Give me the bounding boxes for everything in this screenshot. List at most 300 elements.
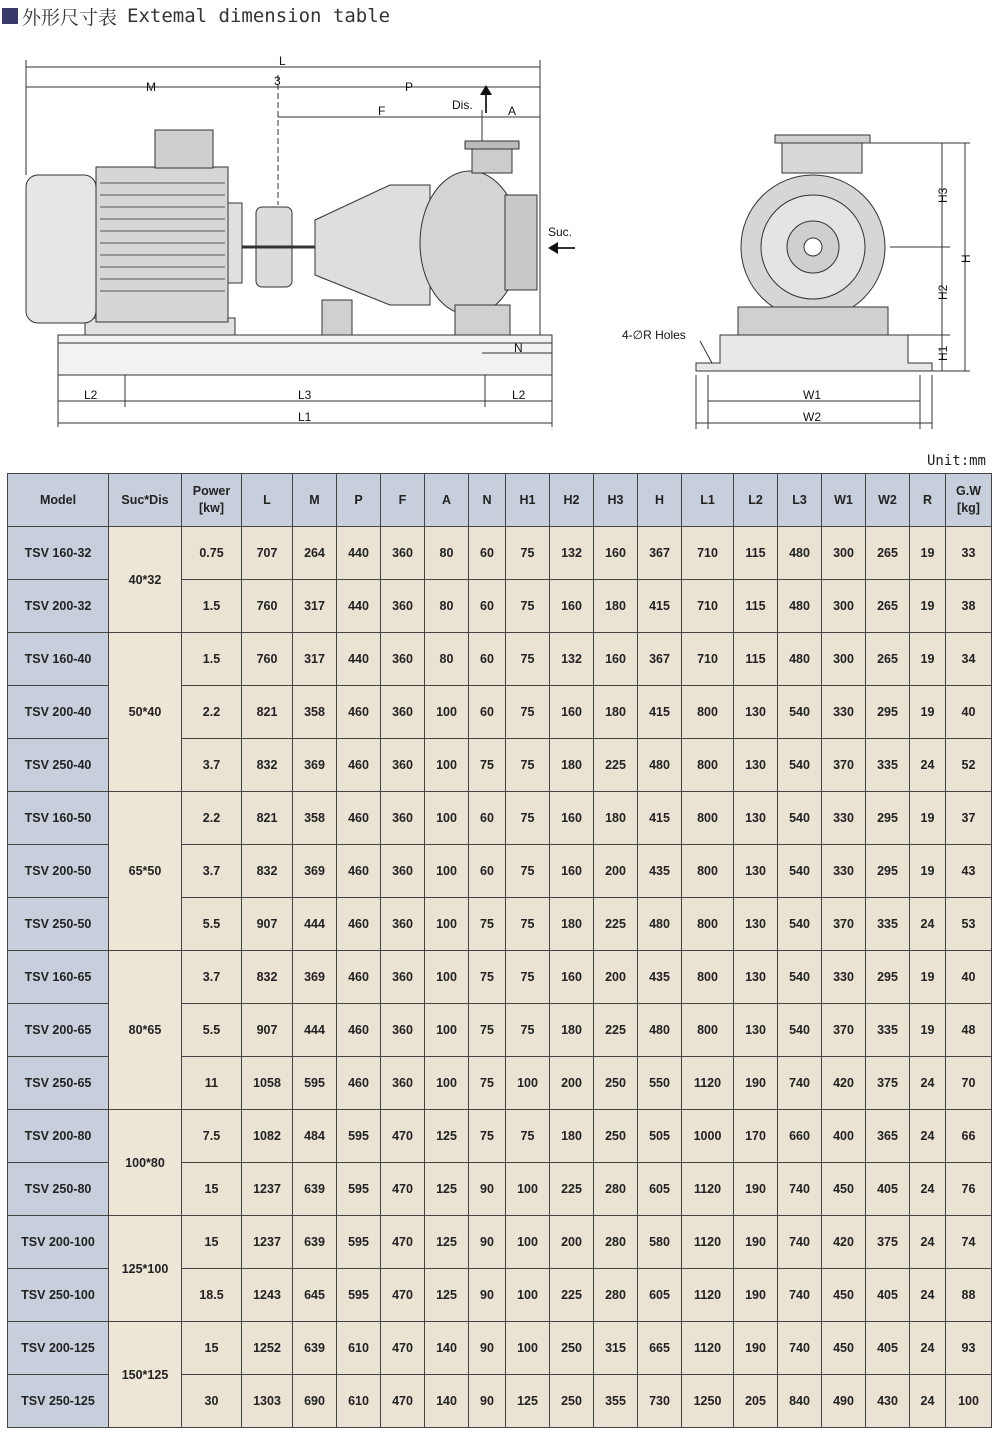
value-cell: 48 bbox=[946, 1004, 992, 1057]
dim-H-label: H bbox=[959, 254, 973, 263]
value-cell: 24 bbox=[910, 1110, 946, 1163]
value-cell: 24 bbox=[910, 1269, 946, 1322]
value-cell: 7.5 bbox=[182, 1110, 242, 1163]
value-cell: 360 bbox=[381, 686, 425, 739]
value-cell: 358 bbox=[293, 686, 337, 739]
value-cell: 335 bbox=[866, 739, 910, 792]
value-cell: 15 bbox=[182, 1322, 242, 1375]
value-cell: 130 bbox=[734, 1004, 778, 1057]
value-cell: 52 bbox=[946, 739, 992, 792]
value-cell: 74 bbox=[946, 1216, 992, 1269]
value-cell: 367 bbox=[638, 527, 682, 580]
value-cell: 160 bbox=[550, 792, 594, 845]
value-cell: 665 bbox=[638, 1322, 682, 1375]
value-cell: 360 bbox=[381, 845, 425, 898]
value-cell: 800 bbox=[682, 951, 734, 1004]
value-cell: 444 bbox=[293, 1004, 337, 1057]
value-cell: 200 bbox=[594, 845, 638, 898]
column-header: Model bbox=[8, 474, 109, 527]
value-cell: 190 bbox=[734, 1322, 778, 1375]
value-cell: 160 bbox=[550, 686, 594, 739]
value-cell: 832 bbox=[242, 845, 293, 898]
value-cell: 100 bbox=[425, 951, 469, 1004]
value-cell: 100 bbox=[425, 739, 469, 792]
title-chinese: 外形尺寸表 bbox=[22, 6, 118, 29]
value-cell: 740 bbox=[778, 1163, 822, 1216]
value-cell: 19 bbox=[910, 845, 946, 898]
value-cell: 645 bbox=[293, 1269, 337, 1322]
value-cell: 484 bbox=[293, 1110, 337, 1163]
model-cell: TSV 160-50 bbox=[8, 792, 109, 845]
value-cell: 280 bbox=[594, 1216, 638, 1269]
value-cell: 800 bbox=[682, 739, 734, 792]
table-row bbox=[8, 792, 992, 845]
value-cell: 821 bbox=[242, 792, 293, 845]
value-cell: 660 bbox=[778, 1110, 822, 1163]
value-cell: 360 bbox=[381, 1057, 425, 1110]
value-cell: 360 bbox=[381, 739, 425, 792]
holes-label: 4-∅R Holes bbox=[622, 328, 686, 342]
value-cell: 160 bbox=[550, 580, 594, 633]
value-cell: 550 bbox=[638, 1057, 682, 1110]
value-cell: 317 bbox=[293, 580, 337, 633]
value-cell: 330 bbox=[822, 845, 866, 898]
column-header: L2 bbox=[734, 474, 778, 527]
value-cell: 605 bbox=[638, 1269, 682, 1322]
model-cell: TSV 250-65 bbox=[8, 1057, 109, 1110]
value-cell: 360 bbox=[381, 792, 425, 845]
value-cell: 115 bbox=[734, 527, 778, 580]
dim-N-label: N bbox=[514, 341, 523, 355]
value-cell: 470 bbox=[381, 1375, 425, 1428]
value-cell: 335 bbox=[866, 1004, 910, 1057]
value-cell: 160 bbox=[550, 845, 594, 898]
value-cell: 800 bbox=[682, 898, 734, 951]
value-cell: 160 bbox=[594, 527, 638, 580]
value-cell: 180 bbox=[594, 686, 638, 739]
value-cell: 595 bbox=[337, 1216, 381, 1269]
dim-H3-label: H3 bbox=[936, 187, 950, 203]
column-header: L1 bbox=[682, 474, 734, 527]
column-header: R bbox=[910, 474, 946, 527]
value-cell: 250 bbox=[550, 1322, 594, 1375]
dim-W2-label: W2 bbox=[803, 410, 821, 424]
dim-P-label: P bbox=[405, 80, 414, 94]
value-cell: 75 bbox=[469, 1004, 506, 1057]
value-cell: 160 bbox=[594, 633, 638, 686]
value-cell: 130 bbox=[734, 845, 778, 898]
column-header: L bbox=[242, 474, 293, 527]
model-cell: TSV 250-125 bbox=[8, 1375, 109, 1428]
model-cell: TSV 200-125 bbox=[8, 1322, 109, 1375]
value-cell: 160 bbox=[550, 951, 594, 1004]
value-cell: 200 bbox=[594, 951, 638, 1004]
value-cell: 75 bbox=[506, 580, 550, 633]
table-row bbox=[8, 1216, 992, 1269]
value-cell: 369 bbox=[293, 951, 337, 1004]
value-cell: 24 bbox=[910, 1163, 946, 1216]
value-cell: 38 bbox=[946, 580, 992, 633]
value-cell: 415 bbox=[638, 580, 682, 633]
model-cell: TSV 160-32 bbox=[8, 527, 109, 580]
value-cell: 540 bbox=[778, 792, 822, 845]
column-header: Power [kw] bbox=[182, 474, 242, 527]
value-cell: 24 bbox=[910, 898, 946, 951]
value-cell: 370 bbox=[822, 1004, 866, 1057]
value-cell: 440 bbox=[337, 580, 381, 633]
value-cell: 330 bbox=[822, 792, 866, 845]
dim-M-label: M bbox=[146, 80, 156, 94]
model-cell: TSV 250-40 bbox=[8, 739, 109, 792]
value-cell: 24 bbox=[910, 1216, 946, 1269]
value-cell: 265 bbox=[866, 580, 910, 633]
page-title bbox=[2, 4, 390, 28]
value-cell: 225 bbox=[550, 1269, 594, 1322]
suc-dis-cell: 80*65 bbox=[109, 951, 182, 1110]
value-cell: 595 bbox=[337, 1269, 381, 1322]
value-cell: 75 bbox=[506, 739, 550, 792]
side-view bbox=[26, 54, 575, 427]
column-header: H bbox=[638, 474, 682, 527]
value-cell: 100 bbox=[425, 686, 469, 739]
value-cell: 330 bbox=[822, 951, 866, 1004]
dim-L1-label: L1 bbox=[298, 410, 312, 424]
value-cell: 375 bbox=[866, 1216, 910, 1269]
value-cell: 505 bbox=[638, 1110, 682, 1163]
dim-H2-label: H2 bbox=[936, 284, 950, 300]
value-cell: 375 bbox=[866, 1057, 910, 1110]
value-cell: 24 bbox=[910, 1375, 946, 1428]
value-cell: 800 bbox=[682, 845, 734, 898]
value-cell: 370 bbox=[822, 898, 866, 951]
value-cell: 60 bbox=[469, 792, 506, 845]
value-cell: 295 bbox=[866, 792, 910, 845]
title-english: Extemal dimension table bbox=[127, 5, 391, 27]
value-cell: 295 bbox=[866, 686, 910, 739]
value-cell: 190 bbox=[734, 1163, 778, 1216]
value-cell: 280 bbox=[594, 1269, 638, 1322]
value-cell: 370 bbox=[822, 739, 866, 792]
value-cell: 180 bbox=[550, 1004, 594, 1057]
model-cell: TSV 200-50 bbox=[8, 845, 109, 898]
value-cell: 100 bbox=[506, 1322, 550, 1375]
value-cell: 470 bbox=[381, 1163, 425, 1216]
dis-label: Dis. bbox=[452, 98, 473, 112]
value-cell: 470 bbox=[381, 1322, 425, 1375]
front-view bbox=[622, 135, 973, 429]
value-cell: 75 bbox=[506, 686, 550, 739]
value-cell: 37 bbox=[946, 792, 992, 845]
value-cell: 1237 bbox=[242, 1163, 293, 1216]
value-cell: 75 bbox=[469, 898, 506, 951]
value-cell: 1.5 bbox=[182, 580, 242, 633]
value-cell: 80 bbox=[425, 527, 469, 580]
value-cell: 125 bbox=[425, 1163, 469, 1216]
value-cell: 90 bbox=[469, 1269, 506, 1322]
suc-dis-cell: 40*32 bbox=[109, 527, 182, 633]
model-cell: TSV 160-65 bbox=[8, 951, 109, 1004]
value-cell: 444 bbox=[293, 898, 337, 951]
value-cell: 360 bbox=[381, 898, 425, 951]
value-cell: 90 bbox=[469, 1375, 506, 1428]
value-cell: 19 bbox=[910, 1004, 946, 1057]
value-cell: 480 bbox=[778, 527, 822, 580]
value-cell: 15 bbox=[182, 1163, 242, 1216]
value-cell: 405 bbox=[866, 1322, 910, 1375]
suc-dis-cell: 65*50 bbox=[109, 792, 182, 951]
value-cell: 205 bbox=[734, 1375, 778, 1428]
value-cell: 730 bbox=[638, 1375, 682, 1428]
value-cell: 1000 bbox=[682, 1110, 734, 1163]
model-cell: TSV 160-40 bbox=[8, 633, 109, 686]
value-cell: 540 bbox=[778, 1004, 822, 1057]
column-header: P bbox=[337, 474, 381, 527]
value-cell: 907 bbox=[242, 898, 293, 951]
value-cell: 90 bbox=[469, 1322, 506, 1375]
value-cell: 130 bbox=[734, 686, 778, 739]
value-cell: 330 bbox=[822, 686, 866, 739]
value-cell: 100 bbox=[506, 1163, 550, 1216]
value-cell: 435 bbox=[638, 845, 682, 898]
value-cell: 19 bbox=[910, 580, 946, 633]
value-cell: 250 bbox=[594, 1057, 638, 1110]
value-cell: 480 bbox=[778, 633, 822, 686]
value-cell: 405 bbox=[866, 1163, 910, 1216]
value-cell: 125 bbox=[425, 1110, 469, 1163]
value-cell: 450 bbox=[822, 1322, 866, 1375]
value-cell: 60 bbox=[469, 686, 506, 739]
model-cell: TSV 250-100 bbox=[8, 1269, 109, 1322]
value-cell: 1.5 bbox=[182, 633, 242, 686]
value-cell: 740 bbox=[778, 1322, 822, 1375]
value-cell: 180 bbox=[594, 580, 638, 633]
table-row bbox=[8, 527, 992, 580]
value-cell: 2.2 bbox=[182, 792, 242, 845]
model-cell: TSV 200-40 bbox=[8, 686, 109, 739]
value-cell: 100 bbox=[506, 1057, 550, 1110]
value-cell: 3.7 bbox=[182, 845, 242, 898]
column-header: F bbox=[381, 474, 425, 527]
value-cell: 800 bbox=[682, 686, 734, 739]
value-cell: 180 bbox=[550, 1110, 594, 1163]
value-cell: 440 bbox=[337, 633, 381, 686]
value-cell: 710 bbox=[682, 633, 734, 686]
value-cell: 300 bbox=[822, 527, 866, 580]
value-cell: 1237 bbox=[242, 1216, 293, 1269]
value-cell: 540 bbox=[778, 739, 822, 792]
value-cell: 450 bbox=[822, 1163, 866, 1216]
value-cell: 34 bbox=[946, 633, 992, 686]
table-row bbox=[8, 1110, 992, 1163]
value-cell: 225 bbox=[594, 898, 638, 951]
value-cell: 75 bbox=[469, 739, 506, 792]
value-cell: 1120 bbox=[682, 1163, 734, 1216]
value-cell: 180 bbox=[594, 792, 638, 845]
bullet-square-icon bbox=[2, 8, 18, 24]
value-cell: 19 bbox=[910, 792, 946, 845]
value-cell: 369 bbox=[293, 845, 337, 898]
value-cell: 280 bbox=[594, 1163, 638, 1216]
value-cell: 43 bbox=[946, 845, 992, 898]
value-cell: 295 bbox=[866, 845, 910, 898]
value-cell: 100 bbox=[506, 1269, 550, 1322]
value-cell: 75 bbox=[506, 898, 550, 951]
value-cell: 225 bbox=[594, 739, 638, 792]
value-cell: 18.5 bbox=[182, 1269, 242, 1322]
value-cell: 5.5 bbox=[182, 898, 242, 951]
model-cell: TSV 200-100 bbox=[8, 1216, 109, 1269]
value-cell: 100 bbox=[946, 1375, 992, 1428]
table-header-row bbox=[8, 474, 992, 527]
value-cell: 60 bbox=[469, 527, 506, 580]
column-header: W1 bbox=[822, 474, 866, 527]
value-cell: 540 bbox=[778, 898, 822, 951]
value-cell: 60 bbox=[469, 633, 506, 686]
value-cell: 250 bbox=[550, 1375, 594, 1428]
value-cell: 490 bbox=[822, 1375, 866, 1428]
value-cell: 19 bbox=[910, 633, 946, 686]
value-cell: 369 bbox=[293, 739, 337, 792]
value-cell: 90 bbox=[469, 1163, 506, 1216]
value-cell: 360 bbox=[381, 527, 425, 580]
value-cell: 200 bbox=[550, 1216, 594, 1269]
suc-label: Suc. bbox=[548, 225, 573, 239]
value-cell: 19 bbox=[910, 951, 946, 1004]
value-cell: 225 bbox=[550, 1163, 594, 1216]
value-cell: 580 bbox=[638, 1216, 682, 1269]
value-cell: 170 bbox=[734, 1110, 778, 1163]
column-header: H2 bbox=[550, 474, 594, 527]
value-cell: 400 bbox=[822, 1110, 866, 1163]
value-cell: 430 bbox=[866, 1375, 910, 1428]
value-cell: 639 bbox=[293, 1322, 337, 1375]
value-cell: 132 bbox=[550, 527, 594, 580]
value-cell: 470 bbox=[381, 1216, 425, 1269]
dim-A-label: A bbox=[508, 104, 517, 118]
value-cell: 75 bbox=[506, 1110, 550, 1163]
value-cell: 100 bbox=[425, 845, 469, 898]
value-cell: 595 bbox=[293, 1057, 337, 1110]
value-cell: 265 bbox=[866, 633, 910, 686]
model-cell: TSV 200-32 bbox=[8, 580, 109, 633]
value-cell: 460 bbox=[337, 951, 381, 1004]
value-cell: 1058 bbox=[242, 1057, 293, 1110]
value-cell: 66 bbox=[946, 1110, 992, 1163]
value-cell: 460 bbox=[337, 1057, 381, 1110]
value-cell: 75 bbox=[506, 633, 550, 686]
value-cell: 360 bbox=[381, 633, 425, 686]
value-cell: 125 bbox=[506, 1375, 550, 1428]
value-cell: 639 bbox=[293, 1216, 337, 1269]
value-cell: 75 bbox=[469, 1057, 506, 1110]
value-cell: 740 bbox=[778, 1269, 822, 1322]
table-body bbox=[8, 527, 992, 1428]
value-cell: 250 bbox=[594, 1110, 638, 1163]
dim-L2-right-label: L2 bbox=[512, 388, 526, 402]
value-cell: 200 bbox=[550, 1057, 594, 1110]
suc-dis-cell: 50*40 bbox=[109, 633, 182, 792]
value-cell: 800 bbox=[682, 792, 734, 845]
value-cell: 3.7 bbox=[182, 951, 242, 1004]
value-cell: 75 bbox=[506, 1004, 550, 1057]
table-row bbox=[8, 633, 992, 686]
value-cell: 5.5 bbox=[182, 1004, 242, 1057]
value-cell: 100 bbox=[425, 898, 469, 951]
value-cell: 90 bbox=[469, 1216, 506, 1269]
value-cell: 80 bbox=[425, 580, 469, 633]
value-cell: 60 bbox=[469, 845, 506, 898]
dim-F-label: F bbox=[378, 104, 386, 118]
value-cell: 1250 bbox=[682, 1375, 734, 1428]
suc-dis-cell: 100*80 bbox=[109, 1110, 182, 1216]
value-cell: 610 bbox=[337, 1375, 381, 1428]
value-cell: 639 bbox=[293, 1163, 337, 1216]
value-cell: 75 bbox=[506, 845, 550, 898]
value-cell: 365 bbox=[866, 1110, 910, 1163]
value-cell: 75 bbox=[506, 527, 550, 580]
value-cell: 80 bbox=[425, 633, 469, 686]
value-cell: 360 bbox=[381, 1004, 425, 1057]
value-cell: 1303 bbox=[242, 1375, 293, 1428]
value-cell: 190 bbox=[734, 1057, 778, 1110]
value-cell: 317 bbox=[293, 633, 337, 686]
value-cell: 3.7 bbox=[182, 739, 242, 792]
value-cell: 53 bbox=[946, 898, 992, 951]
value-cell: 610 bbox=[337, 1322, 381, 1375]
value-cell: 315 bbox=[594, 1322, 638, 1375]
column-header: H3 bbox=[594, 474, 638, 527]
value-cell: 40 bbox=[946, 951, 992, 1004]
value-cell: 480 bbox=[638, 1004, 682, 1057]
value-cell: 33 bbox=[946, 527, 992, 580]
dim-L2-left-label: L2 bbox=[84, 388, 98, 402]
column-header: W2 bbox=[866, 474, 910, 527]
value-cell: 93 bbox=[946, 1322, 992, 1375]
value-cell: 460 bbox=[337, 898, 381, 951]
table-row bbox=[8, 1322, 992, 1375]
value-cell: 595 bbox=[337, 1163, 381, 1216]
value-cell: 60 bbox=[469, 580, 506, 633]
value-cell: 832 bbox=[242, 739, 293, 792]
value-cell: 740 bbox=[778, 1216, 822, 1269]
value-cell: 100 bbox=[425, 1004, 469, 1057]
value-cell: 907 bbox=[242, 1004, 293, 1057]
value-cell: 100 bbox=[506, 1216, 550, 1269]
value-cell: 470 bbox=[381, 1269, 425, 1322]
value-cell: 30 bbox=[182, 1375, 242, 1428]
value-cell: 295 bbox=[866, 951, 910, 1004]
dim-H1-label: H1 bbox=[936, 345, 950, 361]
dim-3-label: 3 bbox=[274, 74, 281, 88]
value-cell: 605 bbox=[638, 1163, 682, 1216]
model-cell: TSV 250-50 bbox=[8, 898, 109, 951]
value-cell: 540 bbox=[778, 951, 822, 1004]
value-cell: 460 bbox=[337, 686, 381, 739]
pump-dimension-drawing bbox=[0, 35, 1000, 435]
suc-dis-cell: 125*100 bbox=[109, 1216, 182, 1322]
dim-L3-label: L3 bbox=[298, 388, 312, 402]
dimension-table bbox=[7, 473, 992, 1428]
value-cell: 125 bbox=[425, 1216, 469, 1269]
value-cell: 264 bbox=[293, 527, 337, 580]
value-cell: 75 bbox=[506, 792, 550, 845]
value-cell: 460 bbox=[337, 1004, 381, 1057]
value-cell: 19 bbox=[910, 527, 946, 580]
value-cell: 190 bbox=[734, 1216, 778, 1269]
value-cell: 225 bbox=[594, 1004, 638, 1057]
model-cell: TSV 250-80 bbox=[8, 1163, 109, 1216]
value-cell: 470 bbox=[381, 1110, 425, 1163]
